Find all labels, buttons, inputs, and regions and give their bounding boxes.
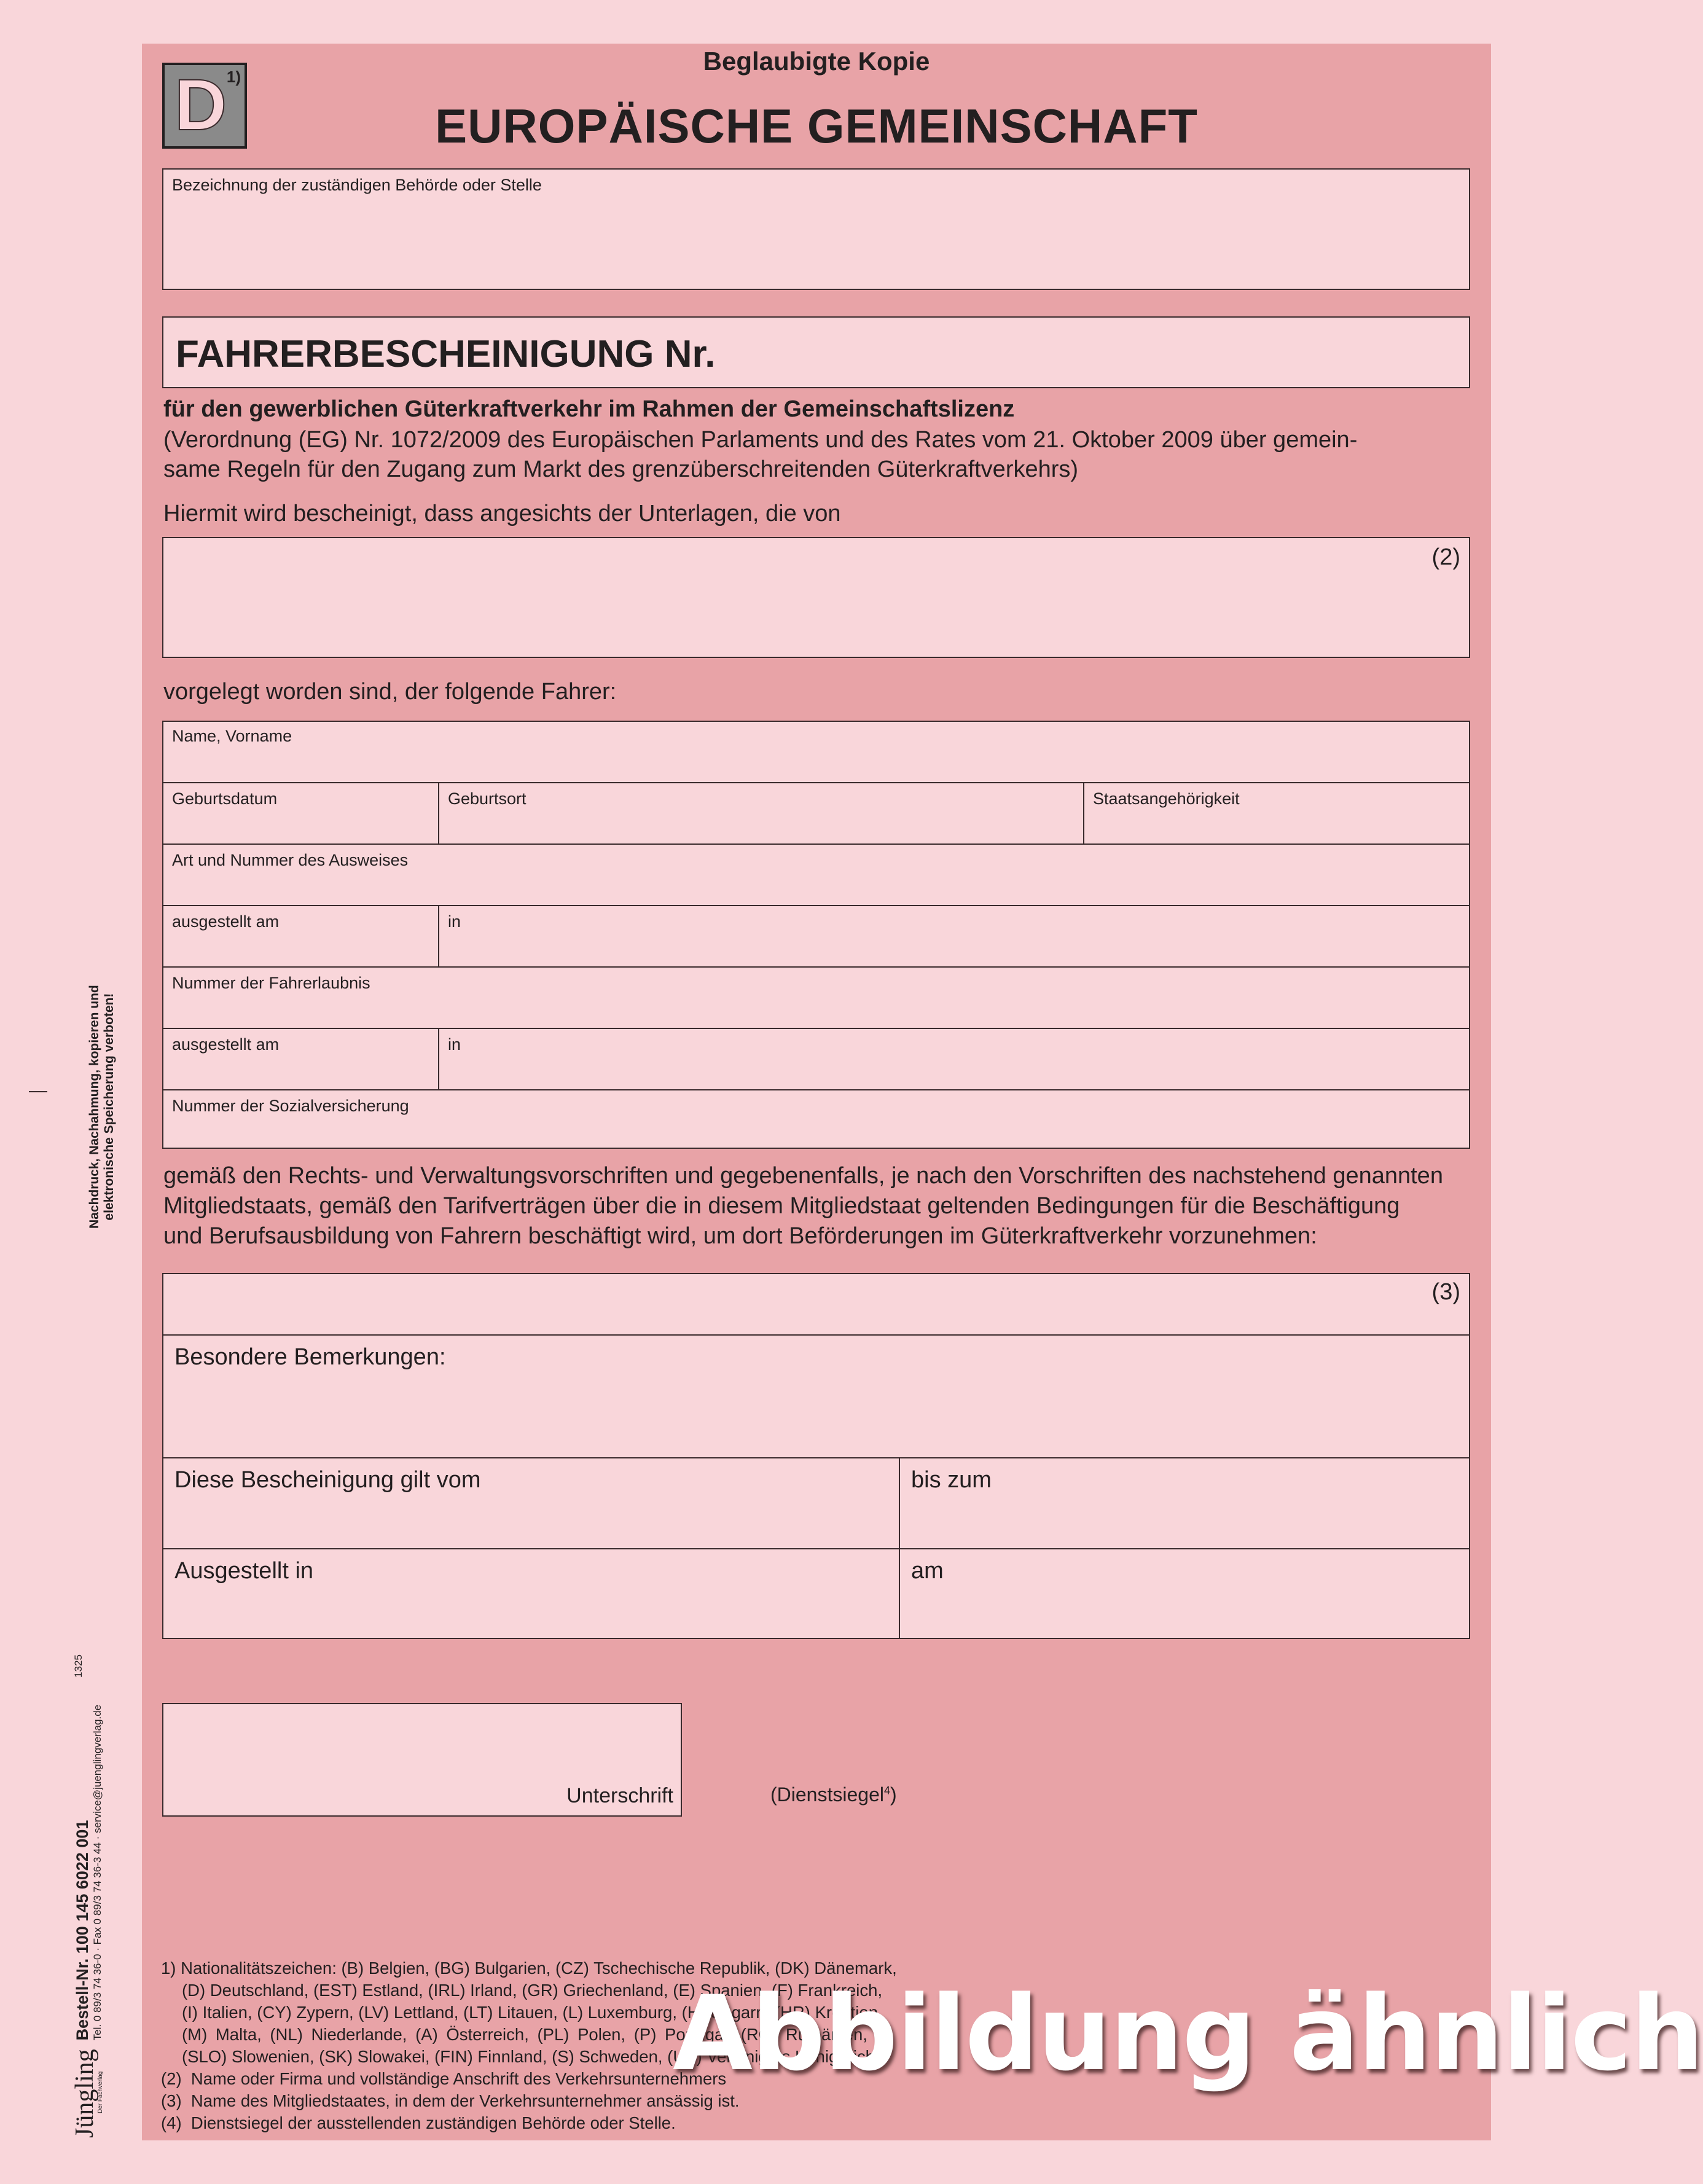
footnote-1-line: 1) Nationalitätszeichen: (B) Belgien, (BG) Bulgarien, (CZ) Tschechische Republik, (DK) Dänemark, (161, 1959, 897, 1978)
employment-line-3: und Berufsausbildung von Fahrern beschäftigt wird, um dort Beförderungen im Güterkraftverkehr vorzunehmen: (163, 1223, 1317, 1249)
certificate-purpose: für den gewerblichen Güterkraftverkehr im Rahmen der Gemeinschaftslizenz (163, 396, 1015, 422)
field-birth-place[interactable] (439, 782, 1084, 843)
driver-intro: vorgelegt worden sind, der folgende Fahrer: (163, 679, 617, 705)
employment-line-1: gemäß den Rechts- und Verwaltungsvorschriften und gegebenenfalls, je nach den Vorschriften des nachstehend genannten (163, 1163, 1443, 1189)
official-seal-label (770, 1783, 897, 1806)
birth-date-label: Geburtsdatum (172, 789, 278, 808)
copyright-line-1: Nachdruck, Nachahmung, kopieren und (87, 985, 101, 1229)
version-code: 1325 (72, 1654, 84, 1678)
footnote-2: (2) Name oder Firma und vollständige Anschrift des Verkehrsunternehmers (161, 2069, 727, 2088)
column-divider (1083, 782, 1084, 843)
member-state-field[interactable] (163, 1273, 1469, 1334)
certificate-number-field[interactable] (162, 316, 1470, 388)
field-id-issued-in[interactable] (439, 905, 1469, 966)
field-license-issued-in[interactable] (439, 1028, 1469, 1089)
seal-footnote-marker: 4 (883, 1784, 890, 1797)
signature-label: Unterschrift (566, 1784, 673, 1807)
column-divider (438, 905, 439, 966)
publisher-contact: Tel. 0 89/3 74 36-0 · Fax 0 89/3 74 36-3 44 · service@juenglingverlag.de (92, 1704, 103, 2041)
publisher-block (72, 1654, 104, 2138)
footnote-1-line: (I) Italien, (CY) Zypern, (LV) Lettland, (LT) Litauen, (L) Luxemburg, (H) Ungarn, (HR) Kroatien, (182, 2003, 883, 2022)
id-issued-in-label: in (448, 912, 461, 931)
member-state-block (162, 1273, 1470, 1639)
haulier-field[interactable] (162, 537, 1470, 658)
authority-label: Bezeichnung der zuständigen Behörde oder Stelle (172, 176, 542, 194)
field-name[interactable] (163, 721, 1469, 782)
watermark-overlay: Abbildung ähnlich (673, 1973, 1703, 2094)
authority-field[interactable] (162, 168, 1470, 290)
remarks-field[interactable] (163, 1334, 1469, 1457)
valid-to-field[interactable] (900, 1457, 1469, 1548)
id-document-label: Art und Nummer des Ausweises (172, 851, 409, 869)
certificate-intro: Hiermit wird bescheinigt, dass angesichts der Unterlagen, die von (163, 501, 841, 526)
nationality-label: Staatsangehörigkeit (1093, 789, 1240, 808)
employment-line-2: Mitgliedstaats, gemäß den Tarifverträgen über die in diesem Mitgliedstaat geltenden Bedingungen für die Beschäftigung (163, 1193, 1400, 1219)
regulation-line-2: same Regeln für den Zugang zum Markt des grenzüberschreitenden Güterkraftverkehrs) (163, 456, 1079, 482)
certificate-title: FAHRERBESCHEINIGUNG Nr. (176, 333, 716, 375)
footnote-4: (4) Dienstsiegel der ausstellenden zuständigen Behörde oder Stelle. (161, 2113, 676, 2132)
issued-date-field[interactable] (900, 1548, 1469, 1639)
seal-label-text: (Dienstsiegel (770, 1783, 884, 1806)
valid-from-label: Diese Bescheinigung gilt vom (174, 1467, 481, 1493)
field-id-issued-on[interactable] (163, 905, 439, 966)
seal-label-close: ) (890, 1783, 897, 1806)
member-state-ref: (3) (1431, 1279, 1460, 1305)
social-security-label: Nummer der Sozialversicherung (172, 1097, 409, 1115)
footnote-1-line: (M) Malta, (NL) Niederlande, (A) Österreich, (PL) Polen, (P) Portugal, (RO) Rumänien, (182, 2025, 867, 2044)
issued-date-label: am (911, 1558, 944, 1584)
publisher-tagline: Der Fachverlag (97, 2071, 104, 2113)
driver-table (162, 721, 1470, 1149)
valid-from-field[interactable] (163, 1457, 900, 1548)
field-nationality[interactable] (1084, 782, 1469, 843)
issued-place-field[interactable] (163, 1548, 900, 1639)
footnote-1-line: (D) Deutschland, (EST) Estland, (IRL) Irland, (GR) Griechenland, (E) Spanien, (F) Frankreich, (182, 1981, 883, 2000)
field-id-document[interactable] (163, 843, 1469, 905)
column-divider (899, 1457, 900, 1639)
column-divider (438, 782, 439, 843)
field-license-issued-on[interactable] (163, 1028, 439, 1089)
publisher-logo (72, 2049, 104, 2138)
field-license-number[interactable] (163, 966, 1469, 1028)
id-issued-on-label: ausgestellt am (172, 912, 280, 931)
order-number: Bestell-Nr. 100 145 6022 001 (73, 1820, 92, 2041)
fold-mark (29, 1091, 47, 1092)
name-label: Name, Vorname (172, 727, 292, 745)
footnote-1-line: (SLO) Slowenien, (SK) Slowakei, (FIN) Finnland, (S) Schweden, (UK) Vereinigtes Königreich. (182, 2047, 880, 2066)
signature-field[interactable] (162, 1703, 682, 1817)
license-number-label: Nummer der Fahrerlaubnis (172, 974, 370, 992)
license-issued-in-label: in (448, 1035, 461, 1054)
birth-place-label: Geburtsort (448, 789, 527, 808)
field-birth-date[interactable] (163, 782, 439, 843)
document-subtitle: Beglaubigte Kopie (703, 47, 930, 76)
footnote-3: (3) Name des Mitgliedstaates, in dem der Verkehrsunternehmer ansässig ist. (161, 2091, 740, 2110)
column-divider (438, 1028, 439, 1089)
country-code: D (174, 65, 227, 146)
regulation-line-1: (Verordnung (EG) Nr. 1072/2009 des Europäischen Parlaments und des Rates vom 21. Oktober 2009 über gemein- (163, 427, 1358, 453)
copyright-line-2: elektronische Speicherung verboten! (102, 993, 116, 1221)
field-social-security[interactable] (163, 1089, 1469, 1149)
haulier-ref: (2) (1431, 544, 1460, 570)
document-title: EUROPÄISCHE GEMEINSCHAFT (435, 99, 1198, 153)
publisher-logo-text: Jüngling (71, 2049, 99, 2138)
country-footnote-marker: 1) (226, 68, 241, 86)
valid-to-label: bis zum (911, 1467, 992, 1493)
issued-place-label: Ausgestellt in (174, 1558, 314, 1584)
copyright-notice (87, 985, 117, 1229)
remarks-label: Besondere Bemerkungen: (174, 1344, 446, 1370)
license-issued-on-label: ausgestellt am (172, 1035, 280, 1054)
